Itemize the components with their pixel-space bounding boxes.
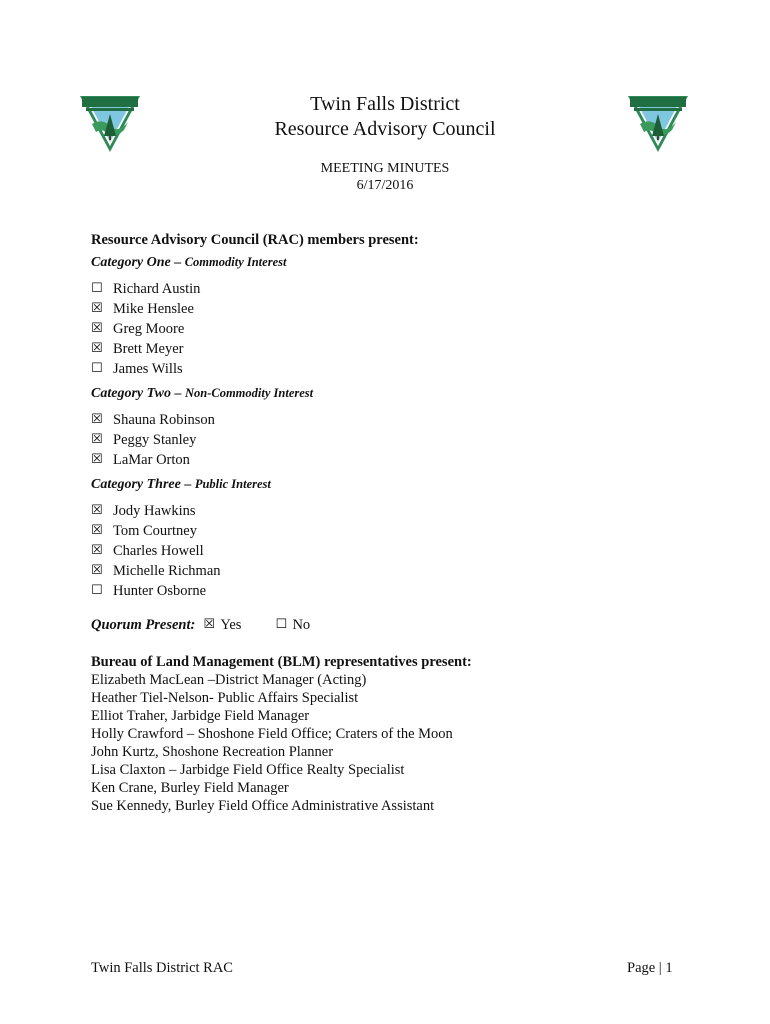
quorum-no-option	[275, 615, 310, 635]
category-label: Category Three –	[91, 477, 192, 492]
blm-rep-line: John Kurtz, Shoshone Recreation Planner	[91, 744, 334, 760]
blm-rep-line: Lisa Claxton – Jarbidge Field Office Realty Specialist	[91, 762, 405, 778]
title-line-2: Resource Advisory Council	[274, 118, 496, 140]
member-checkbox[interactable]: ☒	[91, 321, 103, 336]
member-item	[91, 501, 691, 521]
document-title	[0, 92, 770, 142]
category-label: Category Two –	[91, 386, 182, 401]
quorum-yes-checkbox[interactable]: ☒	[203, 617, 215, 632]
doc-type: MEETING MINUTES	[320, 161, 450, 176]
member-checkbox[interactable]: ☒	[91, 301, 103, 316]
member-item	[91, 561, 691, 581]
meeting-date: 6/17/2016	[356, 178, 414, 193]
blm-section	[91, 653, 691, 815]
category-one-members	[91, 279, 691, 379]
quorum-label: Quorum Present:	[91, 617, 196, 633]
footer-left: Twin Falls District RAC	[91, 960, 233, 976]
member-name: LaMar Orton	[113, 452, 190, 468]
document-subtitle	[0, 160, 770, 194]
quorum-no-label: No	[292, 617, 311, 633]
member-item	[91, 299, 691, 319]
member-name: Brett Meyer	[113, 341, 184, 357]
blm-heading: Bureau of Land Management (BLM) representatives present:	[91, 654, 472, 670]
member-item	[91, 430, 691, 450]
member-name: Michelle Richman	[113, 563, 221, 579]
quorum-no-checkbox[interactable]: ☐	[275, 617, 288, 632]
blm-rep-line: Elizabeth MacLean –District Manager (Acting)	[91, 672, 367, 688]
page-number: Page | 1	[627, 960, 673, 976]
category-sub: Commodity Interest	[184, 255, 287, 269]
member-name: James Wills	[113, 361, 183, 377]
member-item	[91, 279, 691, 299]
member-checkbox[interactable]: ☒	[91, 432, 103, 447]
member-item	[91, 521, 691, 541]
member-item	[91, 410, 691, 430]
blm-rep-line: Elliot Traher, Jarbidge Field Manager	[91, 708, 310, 724]
member-checkbox[interactable]: ☒	[91, 341, 103, 356]
member-name: Peggy Stanley	[113, 432, 197, 448]
member-item	[91, 541, 691, 561]
members-heading: Resource Advisory Council (RAC) members present:	[91, 232, 419, 248]
category-label: Category One –	[91, 255, 182, 270]
member-checkbox[interactable]: ☒	[91, 452, 103, 467]
blm-rep-line: Ken Crane, Burley Field Manager	[91, 780, 289, 796]
category-one-heading	[91, 252, 691, 273]
quorum-yes-label: Yes	[220, 617, 242, 633]
member-checkbox[interactable]: ☐	[91, 583, 103, 598]
member-checkbox[interactable]: ☒	[91, 563, 103, 578]
member-item	[91, 450, 691, 470]
category-sub: Public Interest	[194, 477, 271, 491]
category-three-members	[91, 501, 691, 601]
quorum-row	[91, 615, 691, 635]
member-name: Hunter Osborne	[113, 583, 207, 599]
category-two-members	[91, 410, 691, 470]
title-line-1: Twin Falls District	[310, 93, 460, 115]
category-two-heading	[91, 383, 691, 404]
member-name: Tom Courtney	[113, 523, 197, 539]
quorum-yes-option	[203, 615, 241, 635]
member-checkbox[interactable]: ☒	[91, 412, 103, 427]
member-name: Mike Henslee	[113, 301, 194, 317]
member-checkbox[interactable]: ☐	[91, 361, 103, 376]
member-name: Jody Hawkins	[113, 503, 196, 519]
member-item	[91, 359, 691, 379]
member-name: Greg Moore	[113, 321, 185, 337]
member-checkbox[interactable]: ☒	[91, 543, 103, 558]
member-name: Shauna Robinson	[113, 412, 215, 428]
member-name: Richard Austin	[113, 281, 201, 297]
category-sub: Non-Commodity Interest	[184, 386, 314, 400]
minutes-body	[91, 230, 691, 815]
member-checkbox[interactable]: ☒	[91, 503, 103, 518]
blm-rep-line: Holly Crawford – Shoshone Field Office; Craters of the Moon	[91, 726, 453, 742]
category-three-heading	[91, 474, 691, 495]
member-item	[91, 581, 691, 601]
member-checkbox[interactable]: ☐	[91, 281, 103, 296]
member-item	[91, 339, 691, 359]
member-name: Charles Howell	[113, 543, 204, 559]
blm-rep-line: Heather Tiel-Nelson- Public Affairs Specialist	[91, 690, 359, 706]
blm-rep-line: Sue Kennedy, Burley Field Office Administrative Assistant	[91, 798, 435, 814]
member-item	[91, 319, 691, 339]
member-checkbox[interactable]: ☒	[91, 523, 103, 538]
